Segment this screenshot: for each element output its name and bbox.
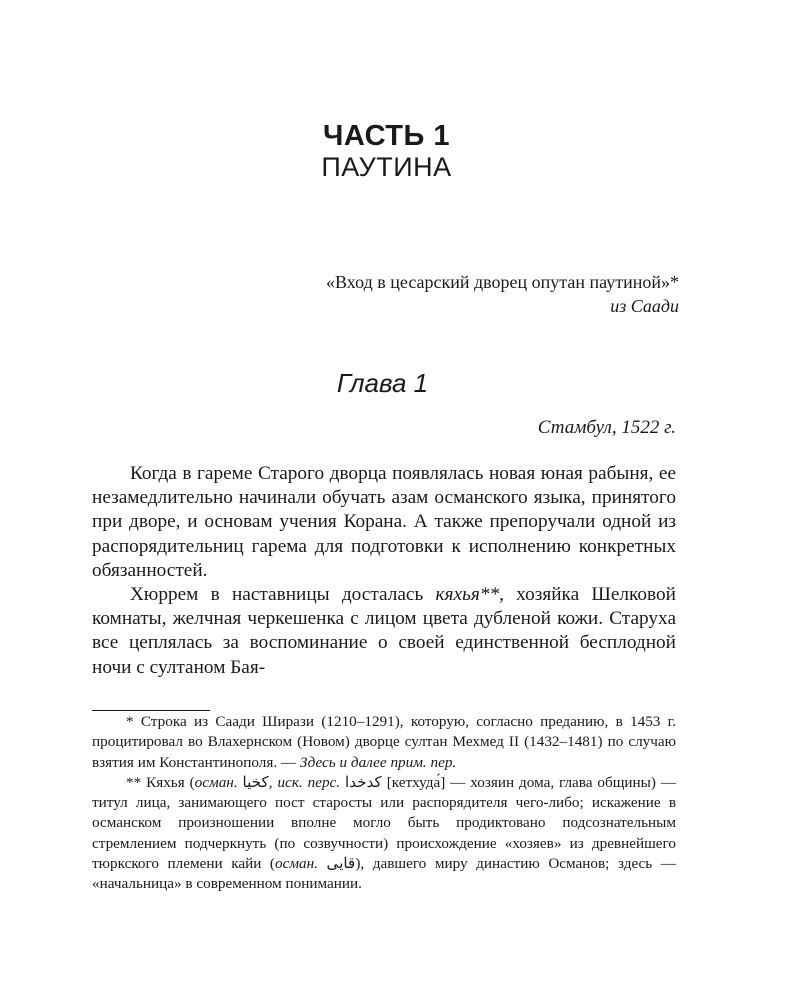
footnote-text: قايى), давшего миру династию Османов; здесь — «начальница» в современном понимании. <box>92 855 676 893</box>
footnote-text: كدخدا [кетхуда́] — хозяин дома, глава общины) — титул лица, занимающего пост старосты или распорядителя чего-либо; искажение в османском произношении вполне могло быть продиктовано подсознательным стремлением подчеркнуть (по созвучности) происхождение «хозяев» из древнейшего тюркского племени кайи ( <box>92 773 677 873</box>
chapter-place-date: Стамбул, 1522 г. <box>537 417 676 438</box>
part-title: ПАУТИНА <box>321 152 452 182</box>
footnote-term: кяхья**, <box>435 584 504 606</box>
footnote-lang: иск. перс. <box>277 773 341 791</box>
epigraph-source: из Саади <box>610 296 679 316</box>
paragraph-text: хозяйка Шелковой комнаты, желчная черкешенка с лицом цвета дубленой кожи. Старуха все цеплялась за воспоминание о своей единственной бесплодной ночи с султаном Бая- <box>92 584 676 678</box>
paragraph: Когда в гареме Старого дворца появлялась новая юная рабыня, ее незамедлительно начинали обучать азам османского языка, принятого при дворе, и основам учения Корана. А также препоручали одной из распорядительниц гарема для подготовки к исполнению конкретных обязанностей. <box>92 463 676 581</box>
footnote <box>92 712 676 773</box>
body-text <box>92 462 676 680</box>
footnote-separator <box>92 710 210 711</box>
footnote-text: ** Кяхья ( <box>126 773 195 791</box>
footnote-lang: осман. <box>194 773 238 791</box>
epigraph-quote: «Вход в цесарский дворец опутан паутиной»* <box>326 272 679 292</box>
footnote-note: Здесь и далее прим. пер. <box>299 753 457 771</box>
footnote-text: كخيا, <box>237 773 278 791</box>
chapter-title: Глава 1 <box>336 368 429 398</box>
paragraph-text: Хюррем в наставницы досталась <box>130 584 436 606</box>
paragraph <box>92 583 676 680</box>
part-number: ЧАСТЬ 1 <box>322 120 451 152</box>
epigraph <box>326 270 679 318</box>
footnote <box>92 773 676 895</box>
footnotes <box>92 712 676 895</box>
footnote-lang: осман. <box>274 855 318 873</box>
footnote-text: * Строка из Саади Ширази (1210–1291), которую, согласно преданию, в 1453 г. процитировал во Влахернском (Новом) дворце султан Мехмед II (1432–1481) по случаю взятия им Константинополя. — <box>92 713 676 771</box>
